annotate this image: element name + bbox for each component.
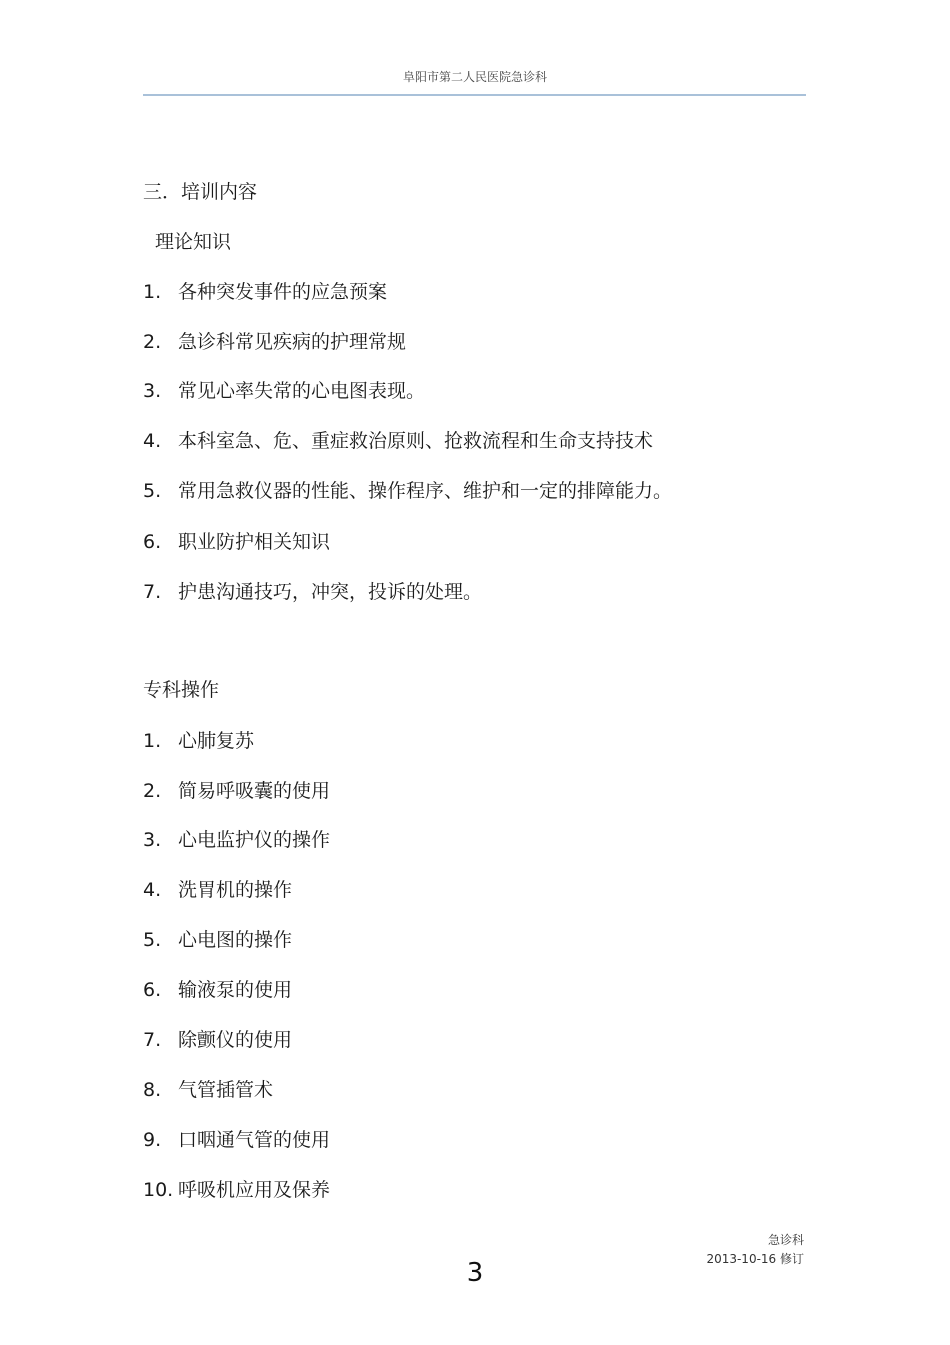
list-item: [143, 429, 653, 453]
list-item-number: 10.: [143, 1179, 174, 1201]
list-item: [143, 1028, 292, 1052]
list-item-text: 除颤仪的使用: [178, 1029, 293, 1051]
list-item: [143, 828, 330, 852]
list-item-text: 输液泵的使用: [178, 979, 293, 1001]
list-item: [143, 280, 387, 304]
footer-revision: 2013-10-16 修订: [706, 1252, 804, 1266]
list-item-number: 2.: [143, 331, 162, 353]
list-item: [143, 729, 254, 753]
list-item: [143, 1078, 273, 1102]
list-item-text: 气管插管术: [178, 1079, 274, 1101]
list-item-text: 简易呼吸囊的使用: [178, 780, 331, 802]
list-item-text: 呼吸机应用及保养: [178, 1179, 331, 1201]
list-item: [143, 530, 330, 554]
list-item-number: 5.: [143, 929, 162, 951]
list-item-text: 急诊科常见疾病的护理常规: [178, 331, 407, 353]
list-item-number: 4.: [143, 879, 162, 901]
list-item-number: 3.: [143, 829, 162, 851]
section-title: 三．培训内容: [143, 181, 258, 203]
list-item-number: 7.: [143, 1029, 162, 1051]
list-item-number: 8.: [143, 1079, 162, 1101]
list-item-number: 9.: [143, 1129, 162, 1151]
list-item-number: 1.: [143, 730, 162, 752]
list-item-number: 4.: [143, 430, 162, 452]
list-item: [143, 379, 425, 403]
page-number: 3: [466, 1258, 484, 1288]
list-item: [143, 580, 482, 604]
list-item-text: 常用急救仪器的性能、操作程序、维护和一定的排障能力。: [178, 480, 673, 502]
list-item: [143, 779, 330, 803]
list-item-text: 心电图的操作: [178, 929, 293, 951]
list-item-number: 5.: [143, 480, 162, 502]
list-item-text: 洗胃机的操作: [178, 879, 293, 901]
list-item-number: 6.: [143, 531, 162, 553]
list-item: [143, 479, 672, 503]
list-item-number: 6.: [143, 979, 162, 1001]
list-item-number: 7.: [143, 581, 162, 603]
list-item-text: 本科室急、危、重症救治原则、抢救流程和生命支持技术: [178, 430, 654, 452]
list-item-text: 各种突发事件的应急预案: [178, 281, 388, 303]
list-item-text: 口咽通气管的使用: [178, 1129, 331, 1151]
theory-heading: 理论知识: [155, 231, 232, 253]
list-item-number: 2.: [143, 780, 162, 802]
practice-heading: 专科操作: [143, 679, 220, 701]
list-item: [143, 928, 292, 952]
list-item-number: 3.: [143, 380, 162, 402]
list-item: [143, 1178, 330, 1202]
list-item-text: 常见心率失常的心电图表现。: [178, 380, 426, 402]
list-item-text: 职业防护相关知识: [178, 531, 331, 553]
list-item-number: 1.: [143, 281, 162, 303]
page-header-title: 阜阳市第二人民医院急诊科: [402, 70, 547, 84]
list-item: [143, 878, 292, 902]
list-item-text: 心肺复苏: [178, 730, 255, 752]
list-item: [143, 330, 406, 354]
list-item-text: 护患沟通技巧，冲突，投诉的处理。: [178, 581, 483, 603]
header-divider: [143, 94, 806, 96]
list-item: [143, 978, 292, 1002]
list-item-text: 心电监护仪的操作: [178, 829, 331, 851]
list-item: [143, 1128, 330, 1152]
footer-department: 急诊科: [767, 1233, 804, 1247]
